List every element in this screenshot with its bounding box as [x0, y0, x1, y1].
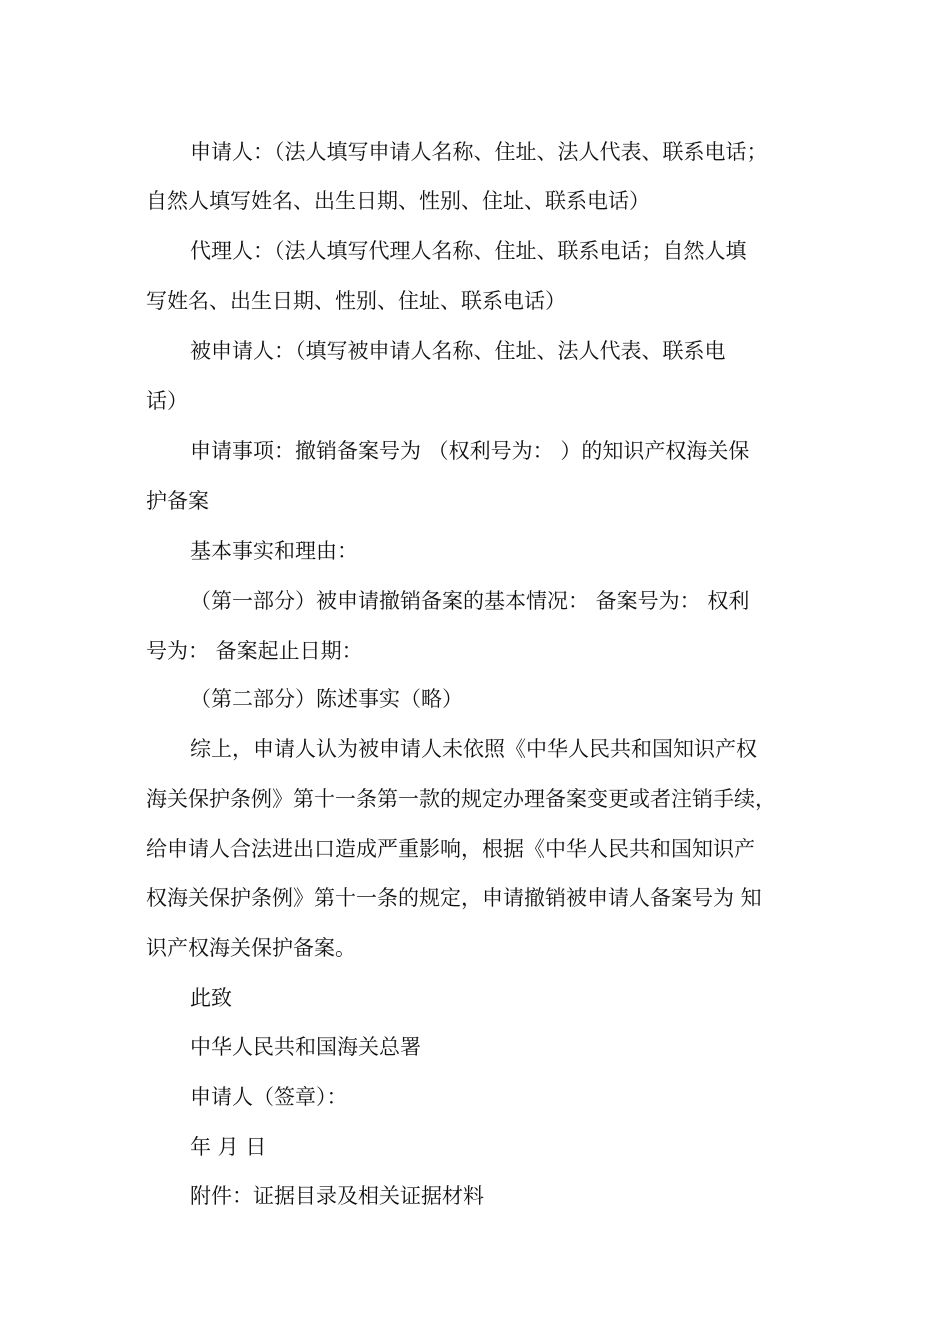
- agent-line-1: 代理人：（法人填写代理人名称、住址、联系电话；自然人填: [190, 239, 747, 263]
- recipient: 中华人民共和国海关总署: [190, 1035, 421, 1059]
- summary-line-5: 识产权海关保护备案。: [146, 936, 356, 960]
- summary-line-3: 给申请人合法进出口造成严重影响，根据《中华人民共和国知识产: [146, 837, 755, 861]
- attachment-line: 附件：证据目录及相关证据材料: [190, 1184, 484, 1208]
- respondent-line-2: 话）: [146, 389, 188, 413]
- request-line-2: 护备案: [146, 489, 209, 513]
- salutation: 此致: [190, 986, 232, 1010]
- summary-line-2: 海关保护条例》第十一条第一款的规定办理备案变更或者注销手续，: [146, 787, 776, 811]
- facts-heading: 基本事实和理由：: [190, 539, 358, 563]
- applicant-line-2: 自然人填写姓名、出生日期、性别、住址、联系电话）: [146, 189, 650, 213]
- respondent-line-1: 被申请人：（填写被申请人名称、住址、法人代表、联系电: [190, 339, 726, 363]
- agent-line-2: 写姓名、出生日期、性别、住址、联系电话）: [146, 289, 566, 313]
- date-line: 年 月 日: [190, 1135, 267, 1159]
- summary-line-1: 综上，申请人认为被申请人未依照《中华人民共和国知识产权: [190, 737, 757, 761]
- part-one-line-1: （第一部分）被申请撤销备案的基本情况： 备案号为： 权利: [190, 589, 750, 613]
- part-one-line-2: 号为： 备案起止日期：: [146, 639, 363, 663]
- summary-line-4: 权海关保护条例》第十一条的规定，申请撤销被申请人备案号为 知: [146, 886, 762, 910]
- part-two: （第二部分）陈述事实（略）: [190, 687, 463, 711]
- signature-line: 申请人（签章）：: [190, 1085, 348, 1109]
- request-line-1: 申请事项：撤销备案号为 （权利号为： ）的知识产权海关保: [190, 439, 750, 463]
- applicant-line-1: 申请人：（法人填写申请人名称、住址、法人代表、联系电话；: [190, 140, 768, 164]
